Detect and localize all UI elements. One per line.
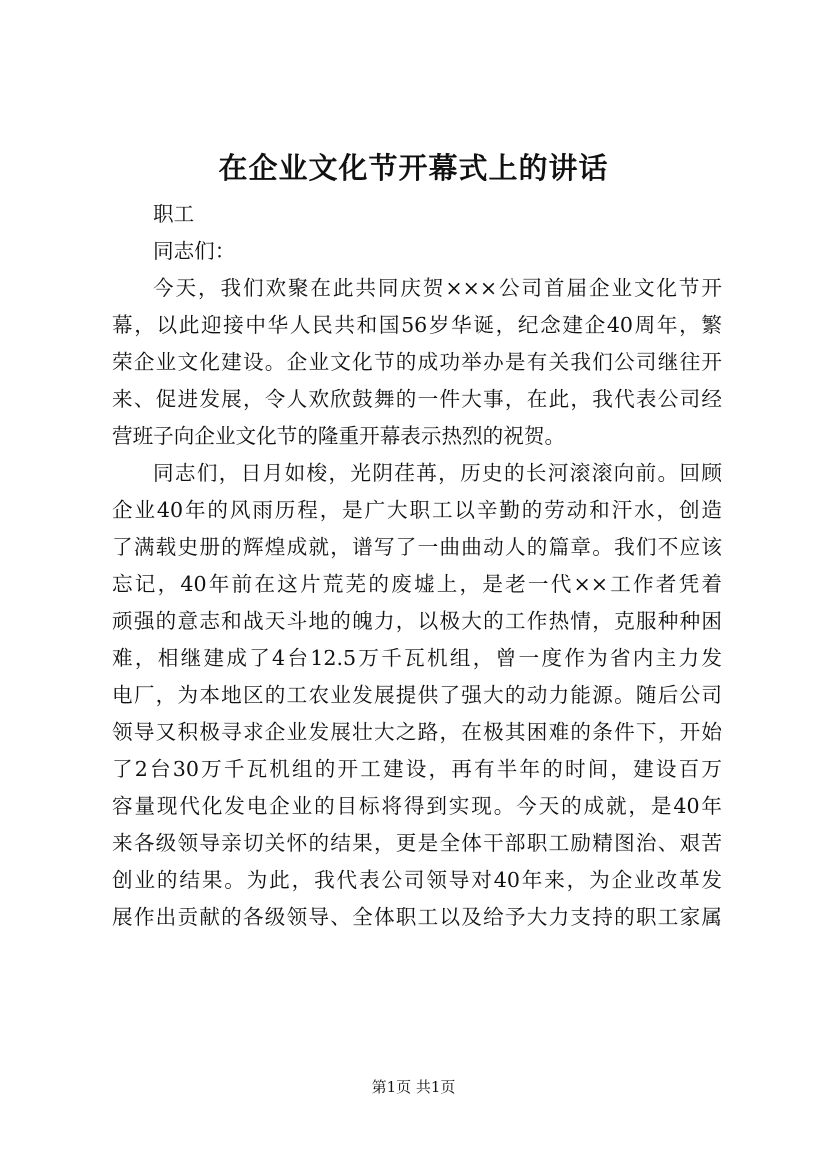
body-line: 同志们： (153, 239, 236, 263)
body-line: 职工 (153, 202, 195, 226)
body-line: 同志们，日月如梭，光阴荏苒，历史的长河滚滚向前。回顾 (153, 461, 722, 485)
body-line: 了满载史册的辉煌成就，谱写了一曲曲动人的篇章。我们不应该 (112, 535, 722, 559)
body-line: 顽强的意志和战天斗地的魄力，以极大的工作热情，克服种种困 (112, 609, 722, 633)
body-line: 电厂，为本地区的工农业发展提供了强大的动力能源。随后公司 (112, 683, 722, 707)
page-number-footer: 第1页 共1页 (371, 1078, 456, 1096)
body-line: 难，相继建成了4台12.5万千瓦机组，曾一度作为省内主力发 (112, 646, 722, 670)
document-title: 在企业文化节开幕式上的讲话 (218, 151, 609, 185)
body-line: 容量现代化发电企业的目标将得到实现。今天的成就，是40年 (112, 794, 722, 818)
body-line: 来各级领导亲切关怀的结果，更是全体干部职工励精图治、艰苦 (112, 831, 722, 855)
body-line: 今天，我们欢聚在此共同庆贺×××公司首届企业文化节开 (153, 276, 722, 300)
body-line: 企业40年的风雨历程，是广大职工以辛勤的劳动和汗水，创造 (112, 498, 722, 522)
body-line: 来、促进发展，令人欢欣鼓舞的一件大事，在此，我代表公司经 (112, 387, 722, 411)
body-line: 创业的结果。为此，我代表公司领导对40年来，为企业改革发 (112, 868, 722, 892)
body-line: 展作出贡献的各级领导、全体职工以及给予大力支持的职工家属 (112, 905, 722, 929)
body-line: 营班子向企业文化节的隆重开幕表示热烈的祝贺。 (112, 424, 566, 448)
body-line: 忘记，40年前在这片荒芜的废墟上，是老一代××工作者凭着 (112, 572, 722, 596)
document-body (112, 196, 722, 936)
body-line: 了2台30万千瓦机组的开工建设，再有半年的时间，建设百万 (112, 757, 722, 781)
body-line: 领导又积极寻求企业发展壮大之路，在极其困难的条件下，开始 (112, 720, 722, 744)
body-line: 幕，以此迎接中华人民共和国56岁华诞，纪念建企40周年，繁 (112, 313, 722, 337)
body-line: 荣企业文化建设。企业文化节的成功举办是有关我们公司继往开 (112, 350, 722, 374)
